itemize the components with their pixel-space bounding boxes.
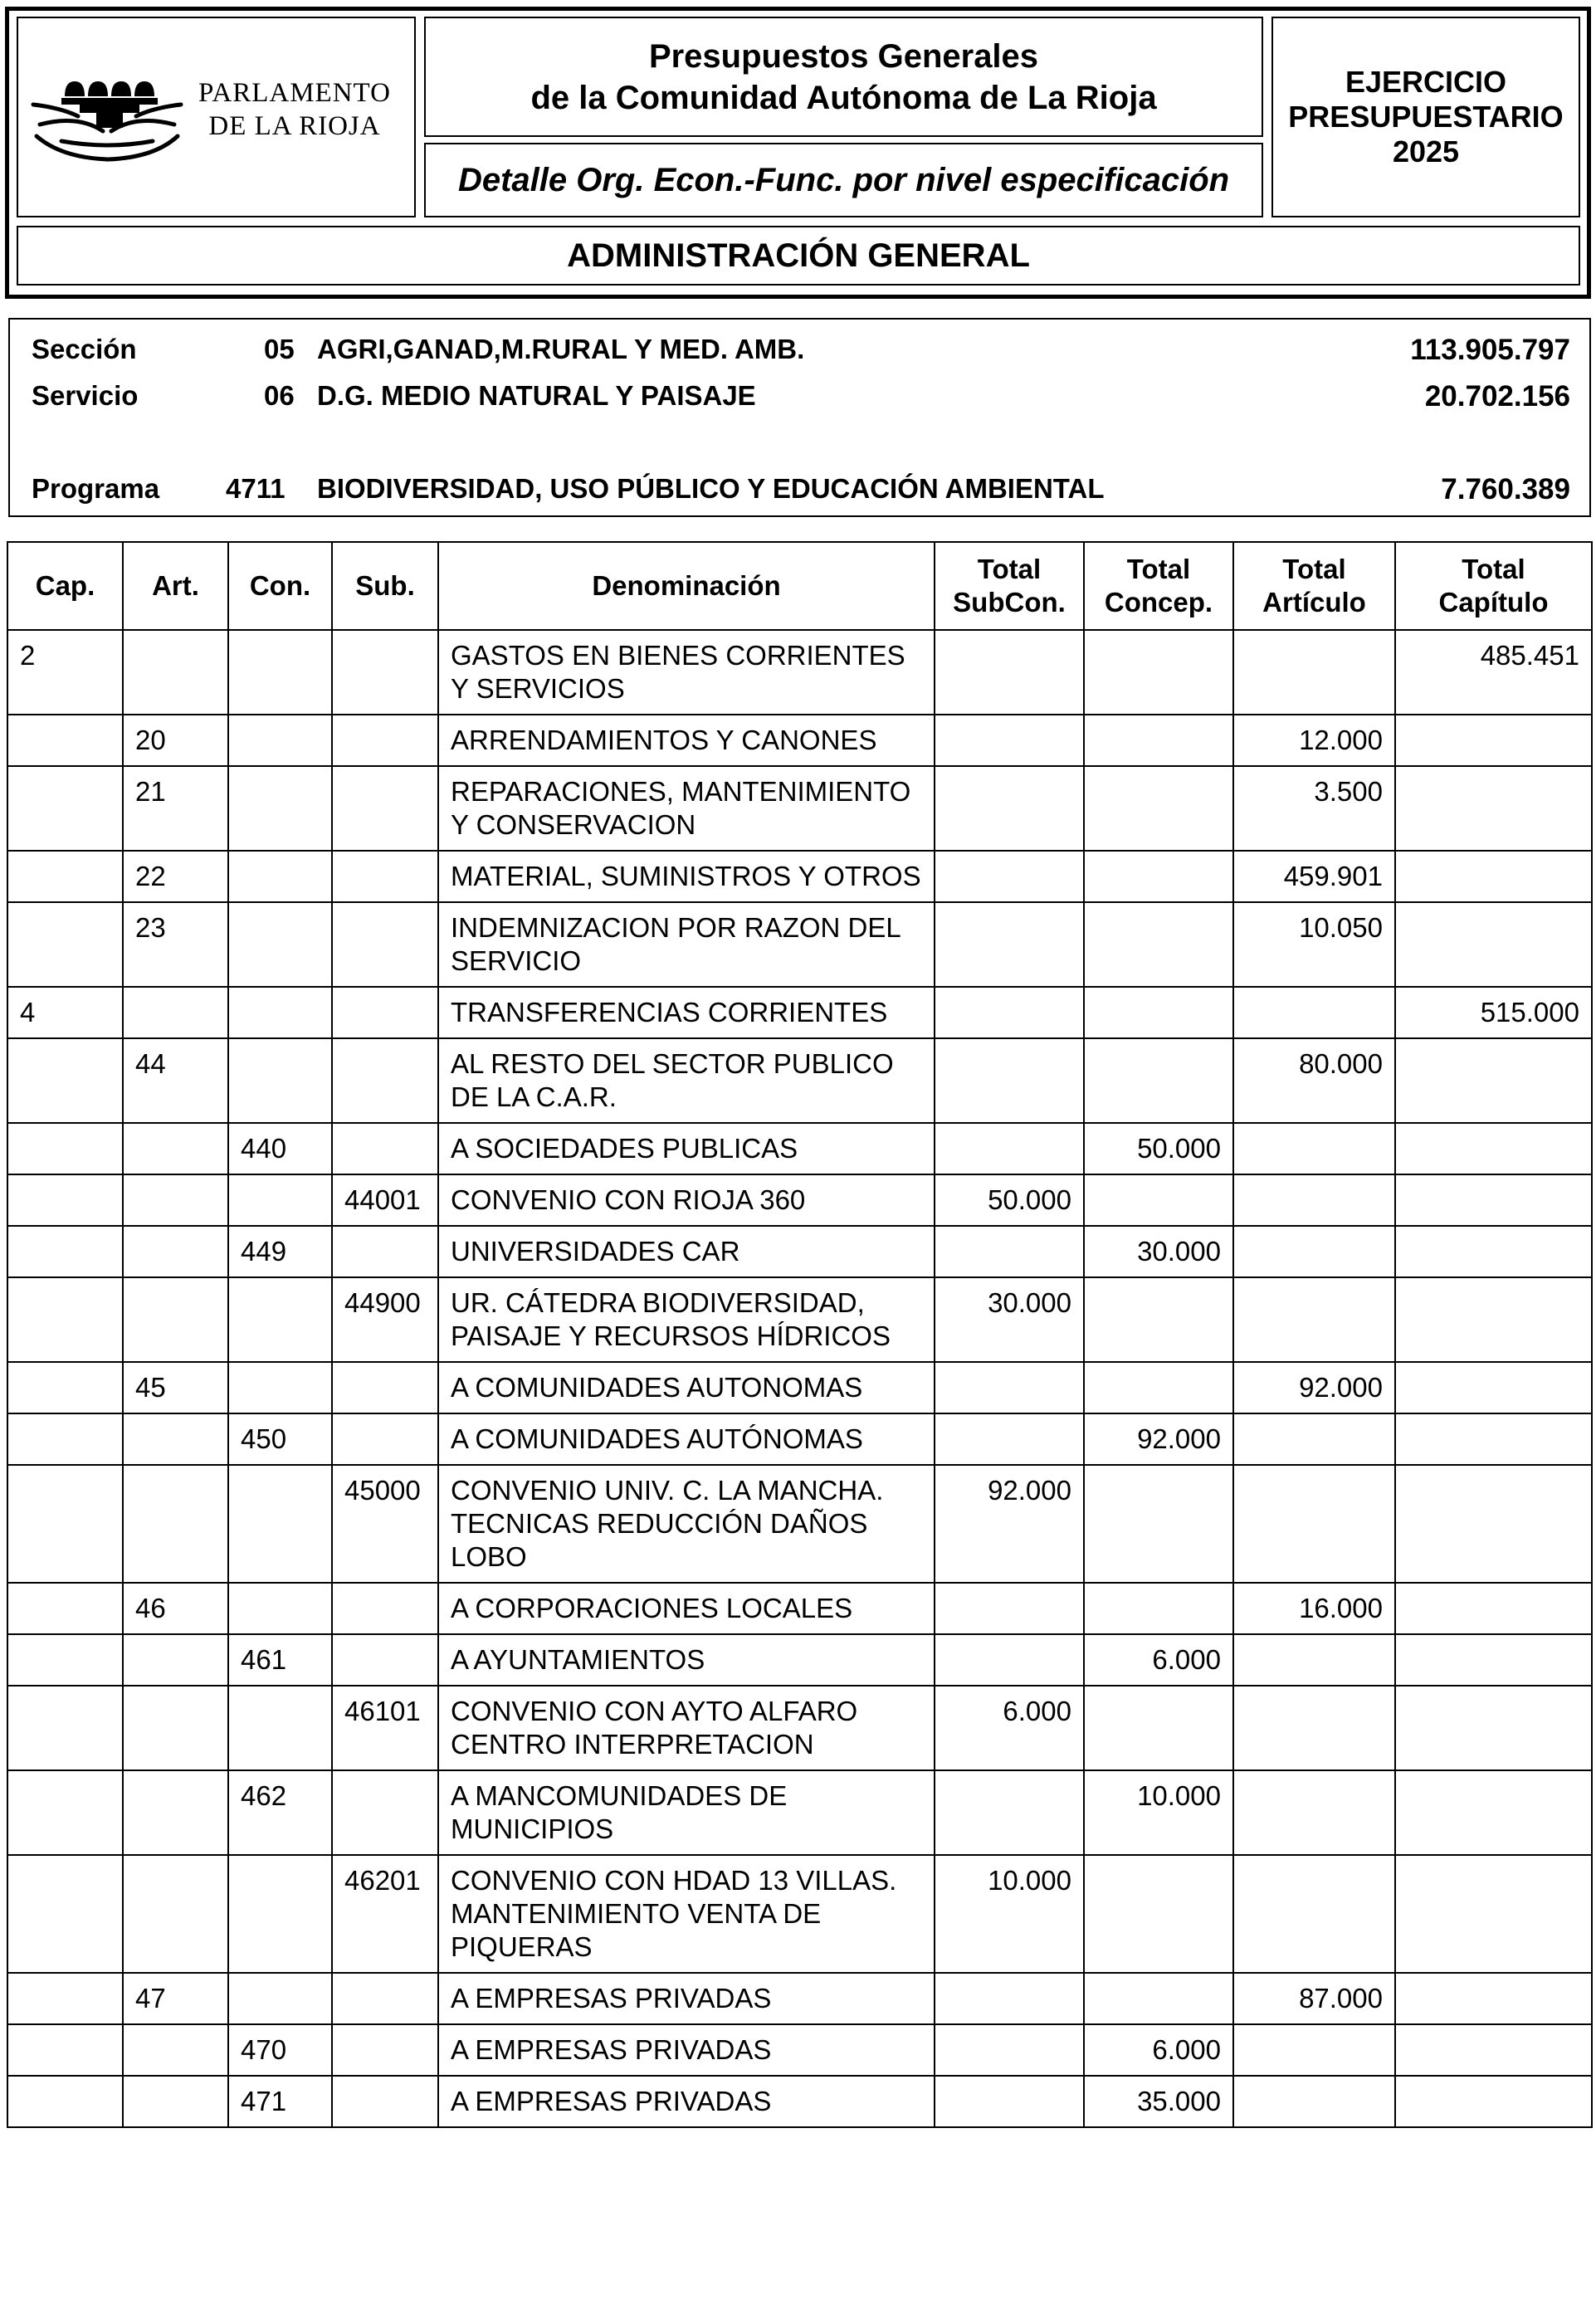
row-art bbox=[123, 1465, 228, 1583]
row-art: 46 bbox=[123, 1583, 228, 1634]
table-row bbox=[7, 1362, 1592, 1413]
header-total-articulo: Total Artículo bbox=[1233, 542, 1395, 630]
ejercicio-panel bbox=[1271, 17, 1580, 217]
row-total-articulo bbox=[1233, 1465, 1395, 1583]
row-total-capitulo bbox=[1395, 1583, 1592, 1634]
row-con bbox=[228, 715, 332, 766]
table-row bbox=[7, 766, 1592, 851]
row-total-articulo bbox=[1233, 1174, 1395, 1226]
table-row bbox=[7, 2024, 1592, 2076]
row-cap bbox=[7, 1465, 123, 1583]
row-total-articulo bbox=[1233, 1686, 1395, 1770]
row-art: 45 bbox=[123, 1362, 228, 1413]
row-denominacion: REPARACIONES, MANTENIMIENTO Y CONSERVACION bbox=[438, 766, 935, 851]
row-total-articulo: 459.901 bbox=[1233, 851, 1395, 902]
row-art bbox=[123, 1770, 228, 1855]
row-con bbox=[228, 1174, 332, 1226]
header-total-capitulo: Total Capítulo bbox=[1395, 542, 1592, 630]
row-art: 47 bbox=[123, 1973, 228, 2024]
header-total-subcon: Total SubCon. bbox=[935, 542, 1084, 630]
row-con bbox=[228, 1277, 332, 1362]
row-sub bbox=[332, 1973, 438, 2024]
row-total-concep bbox=[1084, 1973, 1233, 2024]
row-total-concep bbox=[1084, 766, 1233, 851]
table-row bbox=[7, 1413, 1592, 1465]
row-total-capitulo bbox=[1395, 1770, 1592, 1855]
row-cap bbox=[7, 1770, 123, 1855]
row-total-articulo: 10.050 bbox=[1233, 902, 1395, 987]
row-total-articulo bbox=[1233, 1770, 1395, 1855]
title-line-2: de la Comunidad Autónoma de La Rioja bbox=[530, 79, 1157, 116]
admin-title: ADMINISTRACIÓN GENERAL bbox=[567, 237, 1030, 274]
header-art: Art. bbox=[123, 542, 228, 630]
row-art bbox=[123, 987, 228, 1038]
row-total-subcon bbox=[935, 1038, 1084, 1123]
row-art bbox=[123, 2024, 228, 2076]
row-art bbox=[123, 1634, 228, 1686]
row-sub bbox=[332, 630, 438, 715]
ejercicio-line-1: EJERCICIO bbox=[1345, 65, 1507, 99]
row-cap bbox=[7, 1123, 123, 1174]
table-row bbox=[7, 1226, 1592, 1277]
row-art bbox=[123, 1413, 228, 1465]
row-total-subcon bbox=[935, 630, 1084, 715]
row-con: 449 bbox=[228, 1226, 332, 1277]
row-total-subcon bbox=[935, 851, 1084, 902]
logo-line-1: PARLAMENTO bbox=[198, 78, 391, 108]
servicio-name: D.G. MEDIO NATURAL Y PAISAJE bbox=[317, 380, 756, 411]
row-denominacion: AL RESTO DEL SECTOR PUBLICO DE LA C.A.R. bbox=[438, 1038, 935, 1123]
row-total-subcon bbox=[935, 987, 1084, 1038]
row-art bbox=[123, 1686, 228, 1770]
row-sub bbox=[332, 1123, 438, 1174]
row-art bbox=[123, 1123, 228, 1174]
row-total-concep bbox=[1084, 902, 1233, 987]
row-art bbox=[123, 2076, 228, 2127]
table-row bbox=[7, 1174, 1592, 1226]
row-con bbox=[228, 1855, 332, 1973]
row-total-subcon: 50.000 bbox=[935, 1174, 1084, 1226]
row-total-concep bbox=[1084, 1174, 1233, 1226]
row-total-subcon bbox=[935, 1362, 1084, 1413]
row-con bbox=[228, 766, 332, 851]
row-cap bbox=[7, 766, 123, 851]
row-sub bbox=[332, 1362, 438, 1413]
row-con bbox=[228, 1465, 332, 1583]
row-total-articulo: 80.000 bbox=[1233, 1038, 1395, 1123]
row-total-capitulo bbox=[1395, 902, 1592, 987]
row-denominacion: CONVENIO CON HDAD 13 VILLAS. MANTENIMIENTO VENTA DE PIQUERAS bbox=[438, 1855, 935, 1973]
row-denominacion: A EMPRESAS PRIVADAS bbox=[438, 2076, 935, 2127]
row-sub bbox=[332, 987, 438, 1038]
programa-code: 4711 bbox=[226, 473, 286, 504]
row-cap bbox=[7, 1226, 123, 1277]
row-denominacion: A SOCIEDADES PUBLICAS bbox=[438, 1123, 935, 1174]
row-cap bbox=[7, 1634, 123, 1686]
row-cap bbox=[7, 1413, 123, 1465]
row-total-capitulo bbox=[1395, 2076, 1592, 2127]
row-total-concep bbox=[1084, 987, 1233, 1038]
row-total-subcon bbox=[935, 715, 1084, 766]
row-total-articulo bbox=[1233, 1277, 1395, 1362]
row-total-subcon bbox=[935, 1413, 1084, 1465]
row-total-concep bbox=[1084, 715, 1233, 766]
row-total-subcon: 92.000 bbox=[935, 1465, 1084, 1583]
programa-label: Programa bbox=[32, 473, 160, 504]
table-row bbox=[7, 1973, 1592, 2024]
row-denominacion: UNIVERSIDADES CAR bbox=[438, 1226, 935, 1277]
table-body bbox=[7, 630, 1592, 2127]
table-row bbox=[7, 1038, 1592, 1123]
logo-text bbox=[183, 76, 407, 143]
header-total-concep: Total Concep. bbox=[1084, 542, 1233, 630]
row-total-subcon: 10.000 bbox=[935, 1855, 1084, 1973]
admin-panel bbox=[17, 226, 1580, 286]
row-total-capitulo bbox=[1395, 1686, 1592, 1770]
row-art: 23 bbox=[123, 902, 228, 987]
row-art: 21 bbox=[123, 766, 228, 851]
row-total-articulo: 3.500 bbox=[1233, 766, 1395, 851]
row-total-capitulo bbox=[1395, 2024, 1592, 2076]
row-denominacion: GASTOS EN BIENES CORRIENTES Y SERVICIOS bbox=[438, 630, 935, 715]
subtitle-panel bbox=[424, 143, 1263, 217]
table-row bbox=[7, 1686, 1592, 1770]
table-row bbox=[7, 851, 1592, 902]
ejercicio-line-2: PRESUPUESTARIO bbox=[1288, 100, 1564, 134]
row-total-concep: 10.000 bbox=[1084, 1770, 1233, 1855]
row-total-subcon bbox=[935, 766, 1084, 851]
row-denominacion: A COMUNIDADES AUTÓNOMAS bbox=[438, 1413, 935, 1465]
row-sub bbox=[332, 766, 438, 851]
row-cap bbox=[7, 1973, 123, 2024]
row-total-subcon bbox=[935, 1583, 1084, 1634]
row-total-capitulo bbox=[1395, 1855, 1592, 1973]
programa-amount: 7.760.389 bbox=[1441, 473, 1570, 505]
table-row bbox=[7, 2076, 1592, 2127]
row-total-articulo bbox=[1233, 2024, 1395, 2076]
row-cap: 4 bbox=[7, 987, 123, 1038]
row-total-concep bbox=[1084, 1362, 1233, 1413]
row-total-subcon bbox=[935, 1770, 1084, 1855]
servicio-amount: 20.702.156 bbox=[1424, 380, 1570, 412]
logo-line-2: DE LA RIOJA bbox=[208, 111, 381, 141]
row-con bbox=[228, 1973, 332, 2024]
row-total-concep bbox=[1084, 851, 1233, 902]
row-art: 44 bbox=[123, 1038, 228, 1123]
seccion-code: 05 bbox=[264, 334, 295, 364]
row-denominacion: A CORPORACIONES LOCALES bbox=[438, 1583, 935, 1634]
row-denominacion: TRANSFERENCIAS CORRIENTES bbox=[438, 987, 935, 1038]
row-cap bbox=[7, 2076, 123, 2127]
table-row bbox=[7, 987, 1592, 1038]
row-con bbox=[228, 1038, 332, 1123]
table-row bbox=[7, 1583, 1592, 1634]
row-con bbox=[228, 851, 332, 902]
row-sub bbox=[332, 851, 438, 902]
row-total-articulo bbox=[1233, 987, 1395, 1038]
row-total-capitulo bbox=[1395, 1038, 1592, 1123]
table-row bbox=[7, 1634, 1592, 1686]
parlamento-emblem-icon bbox=[28, 56, 186, 164]
row-denominacion: MATERIAL, SUMINISTROS Y OTROS bbox=[438, 851, 935, 902]
row-total-articulo bbox=[1233, 1855, 1395, 1973]
row-sub bbox=[332, 2024, 438, 2076]
row-total-subcon bbox=[935, 1226, 1084, 1277]
row-total-capitulo bbox=[1395, 1123, 1592, 1174]
row-denominacion: A AYUNTAMIENTOS bbox=[438, 1634, 935, 1686]
row-con bbox=[228, 902, 332, 987]
row-total-concep: 6.000 bbox=[1084, 1634, 1233, 1686]
table-row bbox=[7, 1770, 1592, 1855]
row-total-capitulo bbox=[1395, 1174, 1592, 1226]
row-con: 450 bbox=[228, 1413, 332, 1465]
row-total-capitulo: 515.000 bbox=[1395, 987, 1592, 1038]
row-sub bbox=[332, 1226, 438, 1277]
row-total-concep bbox=[1084, 630, 1233, 715]
row-total-capitulo bbox=[1395, 851, 1592, 902]
row-total-capitulo bbox=[1395, 1226, 1592, 1277]
row-cap bbox=[7, 902, 123, 987]
row-denominacion: UR. CÁTEDRA BIODIVERSIDAD, PAISAJE Y RECURSOS HÍDRICOS bbox=[438, 1277, 935, 1362]
row-total-capitulo: 485.451 bbox=[1395, 630, 1592, 715]
row-cap bbox=[7, 1174, 123, 1226]
row-sub bbox=[332, 715, 438, 766]
row-total-capitulo bbox=[1395, 1277, 1592, 1362]
header-cap: Cap. bbox=[7, 542, 123, 630]
row-total-concep bbox=[1084, 1583, 1233, 1634]
row-denominacion: INDEMNIZACION POR RAZON DEL SERVICIO bbox=[438, 902, 935, 987]
row-total-articulo: 87.000 bbox=[1233, 1973, 1395, 2024]
row-total-articulo bbox=[1233, 1413, 1395, 1465]
row-sub bbox=[332, 1770, 438, 1855]
row-total-concep bbox=[1084, 1465, 1233, 1583]
table-row bbox=[7, 1123, 1592, 1174]
row-cap bbox=[7, 1362, 123, 1413]
row-denominacion: CONVENIO CON AYTO ALFARO CENTRO INTERPRETACION bbox=[438, 1686, 935, 1770]
row-total-concep: 30.000 bbox=[1084, 1226, 1233, 1277]
row-cap bbox=[7, 1038, 123, 1123]
header-sub: Sub. bbox=[332, 542, 438, 630]
row-denominacion: A EMPRESAS PRIVADAS bbox=[438, 2024, 935, 2076]
row-total-articulo bbox=[1233, 1123, 1395, 1174]
row-art: 20 bbox=[123, 715, 228, 766]
ejercicio-year: 2025 bbox=[1392, 134, 1460, 168]
row-total-capitulo bbox=[1395, 1465, 1592, 1583]
row-total-subcon bbox=[935, 902, 1084, 987]
budget-table bbox=[7, 541, 1593, 2128]
row-art bbox=[123, 1277, 228, 1362]
row-con: 462 bbox=[228, 1770, 332, 1855]
row-total-subcon bbox=[935, 1634, 1084, 1686]
row-cap bbox=[7, 1855, 123, 1973]
row-sub bbox=[332, 1413, 438, 1465]
row-cap bbox=[7, 851, 123, 902]
row-total-concep bbox=[1084, 1855, 1233, 1973]
row-total-articulo: 92.000 bbox=[1233, 1362, 1395, 1413]
row-total-concep bbox=[1084, 1686, 1233, 1770]
row-art bbox=[123, 1226, 228, 1277]
row-total-capitulo bbox=[1395, 1362, 1592, 1413]
row-con: 470 bbox=[228, 2024, 332, 2076]
row-sub bbox=[332, 1038, 438, 1123]
row-denominacion: A COMUNIDADES AUTONOMAS bbox=[438, 1362, 935, 1413]
seccion-label: Sección bbox=[32, 334, 137, 364]
row-total-articulo bbox=[1233, 1634, 1395, 1686]
row-total-subcon: 30.000 bbox=[935, 1277, 1084, 1362]
row-con: 461 bbox=[228, 1634, 332, 1686]
seccion-amount: 113.905.797 bbox=[1410, 334, 1570, 366]
row-con bbox=[228, 987, 332, 1038]
seccion-name: AGRI,GANAD,M.RURAL Y MED. AMB. bbox=[317, 334, 805, 364]
row-total-subcon bbox=[935, 2076, 1084, 2127]
row-total-concep: 6.000 bbox=[1084, 2024, 1233, 2076]
row-total-articulo: 16.000 bbox=[1233, 1583, 1395, 1634]
row-sub bbox=[332, 902, 438, 987]
row-total-articulo bbox=[1233, 1226, 1395, 1277]
row-sub bbox=[332, 1583, 438, 1634]
row-total-concep: 50.000 bbox=[1084, 1123, 1233, 1174]
row-sub: 46201 bbox=[332, 1855, 438, 1973]
row-total-subcon: 6.000 bbox=[935, 1686, 1084, 1770]
row-cap bbox=[7, 2024, 123, 2076]
row-total-subcon bbox=[935, 2024, 1084, 2076]
table-row bbox=[7, 1465, 1592, 1583]
row-sub bbox=[332, 2076, 438, 2127]
row-sub bbox=[332, 1634, 438, 1686]
row-total-articulo bbox=[1233, 630, 1395, 715]
row-denominacion: CONVENIO UNIV. C. LA MANCHA. TECNICAS REDUCCIÓN DAÑOS LOBO bbox=[438, 1465, 935, 1583]
row-total-articulo: 12.000 bbox=[1233, 715, 1395, 766]
row-cap bbox=[7, 1583, 123, 1634]
table-row bbox=[7, 1855, 1592, 1973]
row-denominacion: CONVENIO CON RIOJA 360 bbox=[438, 1174, 935, 1226]
row-con bbox=[228, 1686, 332, 1770]
subtitle: Detalle Org. Econ.-Func. por nivel especificación bbox=[457, 161, 1230, 198]
row-total-concep bbox=[1084, 1277, 1233, 1362]
row-total-concep: 92.000 bbox=[1084, 1413, 1233, 1465]
row-art bbox=[123, 1855, 228, 1973]
servicio-label: Servicio bbox=[32, 380, 139, 411]
row-art bbox=[123, 630, 228, 715]
servicio-code: 06 bbox=[264, 380, 295, 411]
table-header-row bbox=[7, 542, 1592, 630]
row-total-capitulo bbox=[1395, 1973, 1592, 2024]
row-denominacion: A MANCOMUNIDADES DE MUNICIPIOS bbox=[438, 1770, 935, 1855]
row-total-subcon bbox=[935, 1973, 1084, 2024]
row-sub: 44900 bbox=[332, 1277, 438, 1362]
row-con bbox=[228, 1362, 332, 1413]
header-denominacion: Denominación bbox=[438, 542, 935, 630]
row-total-articulo bbox=[1233, 2076, 1395, 2127]
table-row bbox=[7, 715, 1592, 766]
row-art: 22 bbox=[123, 851, 228, 902]
row-total-concep: 35.000 bbox=[1084, 2076, 1233, 2127]
row-total-capitulo bbox=[1395, 1634, 1592, 1686]
programa-name: BIODIVERSIDAD, USO PÚBLICO Y EDUCACIÓN AMBIENTAL bbox=[317, 473, 1105, 504]
row-sub: 45000 bbox=[332, 1465, 438, 1583]
row-denominacion: A EMPRESAS PRIVADAS bbox=[438, 1973, 935, 2024]
table-row bbox=[7, 630, 1592, 715]
title-line-1: Presupuestos Generales bbox=[648, 37, 1039, 75]
row-cap: 2 bbox=[7, 630, 123, 715]
row-total-subcon bbox=[935, 1123, 1084, 1174]
row-con: 471 bbox=[228, 2076, 332, 2127]
title-panel bbox=[424, 17, 1263, 137]
row-cap bbox=[7, 1277, 123, 1362]
table-row bbox=[7, 1277, 1592, 1362]
row-denominacion: ARRENDAMIENTOS Y CANONES bbox=[438, 715, 935, 766]
row-total-capitulo bbox=[1395, 766, 1592, 851]
row-total-capitulo bbox=[1395, 1413, 1592, 1465]
row-sub: 44001 bbox=[332, 1174, 438, 1226]
header-con: Con. bbox=[228, 542, 332, 630]
row-art bbox=[123, 1174, 228, 1226]
row-cap bbox=[7, 1686, 123, 1770]
row-sub: 46101 bbox=[332, 1686, 438, 1770]
table-row bbox=[7, 902, 1592, 987]
row-total-capitulo bbox=[1395, 715, 1592, 766]
row-con bbox=[228, 1583, 332, 1634]
row-total-concep bbox=[1084, 1038, 1233, 1123]
row-con: 440 bbox=[228, 1123, 332, 1174]
row-cap bbox=[7, 715, 123, 766]
row-con bbox=[228, 630, 332, 715]
